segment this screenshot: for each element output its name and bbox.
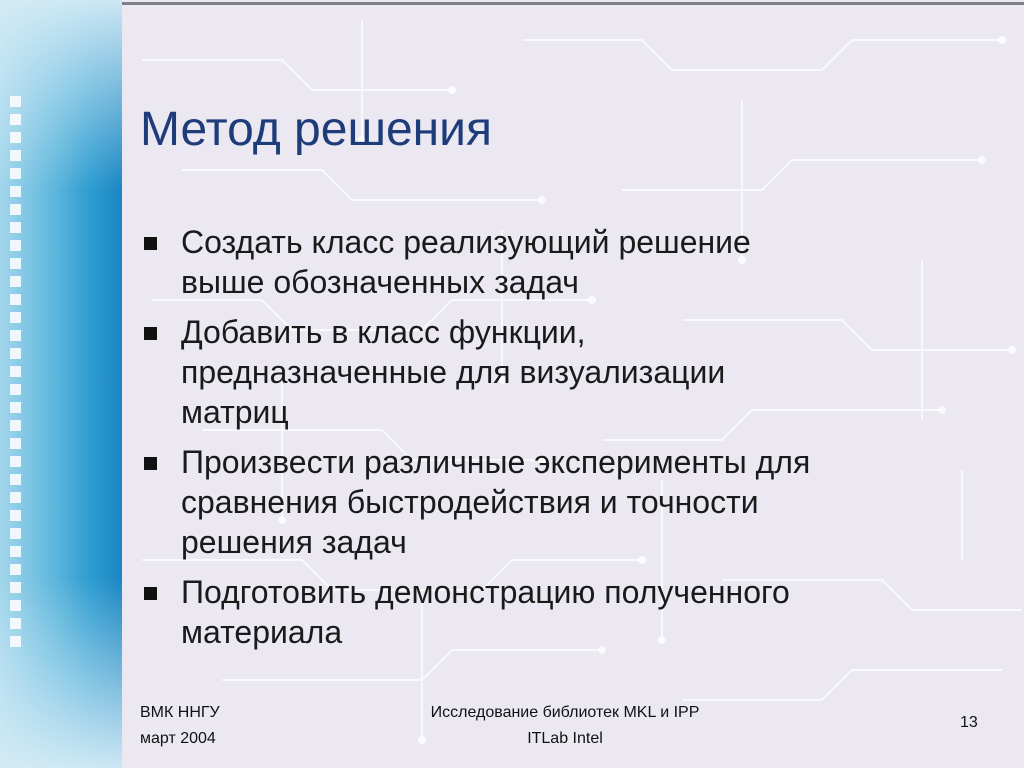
bullet-list: [140, 222, 1000, 662]
bullet-item: [140, 222, 1000, 302]
bullet-line: предназначенные для визуализации: [181, 354, 726, 390]
bullet-line: сравнения быстродействия и точности: [181, 484, 759, 520]
bullet-item: [140, 312, 1000, 432]
square-bullet-icon: [144, 587, 157, 600]
bullet-line: Создать класс реализующий решение: [181, 224, 751, 260]
bullet-item: [140, 442, 1000, 562]
bullet-line: выше обозначенных задач: [181, 264, 579, 300]
square-bullet-icon: [144, 457, 157, 470]
footer-organization: [140, 700, 220, 752]
bullet-line: Добавить в класс функции,: [181, 314, 586, 350]
bullet-line: матриц: [181, 394, 289, 430]
decorative-squares: [10, 96, 26, 654]
footer-subtitle-line: ITLab Intel: [527, 730, 603, 747]
footer-title-line: Исследование библиотек MKL и IPP: [430, 704, 700, 721]
decorative-side-strip: [0, 0, 122, 768]
bullet-item: [140, 572, 1000, 652]
bullet-line: Подготовить демонстрацию полученного: [181, 574, 790, 610]
footer-date: март 2004: [140, 730, 216, 747]
square-bullet-icon: [144, 327, 157, 340]
square-bullet-icon: [144, 237, 157, 250]
bullet-line: Произвести различные эксперименты для: [181, 444, 811, 480]
bullet-line: решения задач: [181, 524, 407, 560]
slide-title: Метод решения: [140, 103, 492, 156]
footer-presentation-title: [380, 700, 750, 752]
page-number: 13: [960, 714, 978, 731]
bullet-line: материала: [181, 614, 343, 650]
footer-org-name: ВМК ННГУ: [140, 704, 220, 721]
